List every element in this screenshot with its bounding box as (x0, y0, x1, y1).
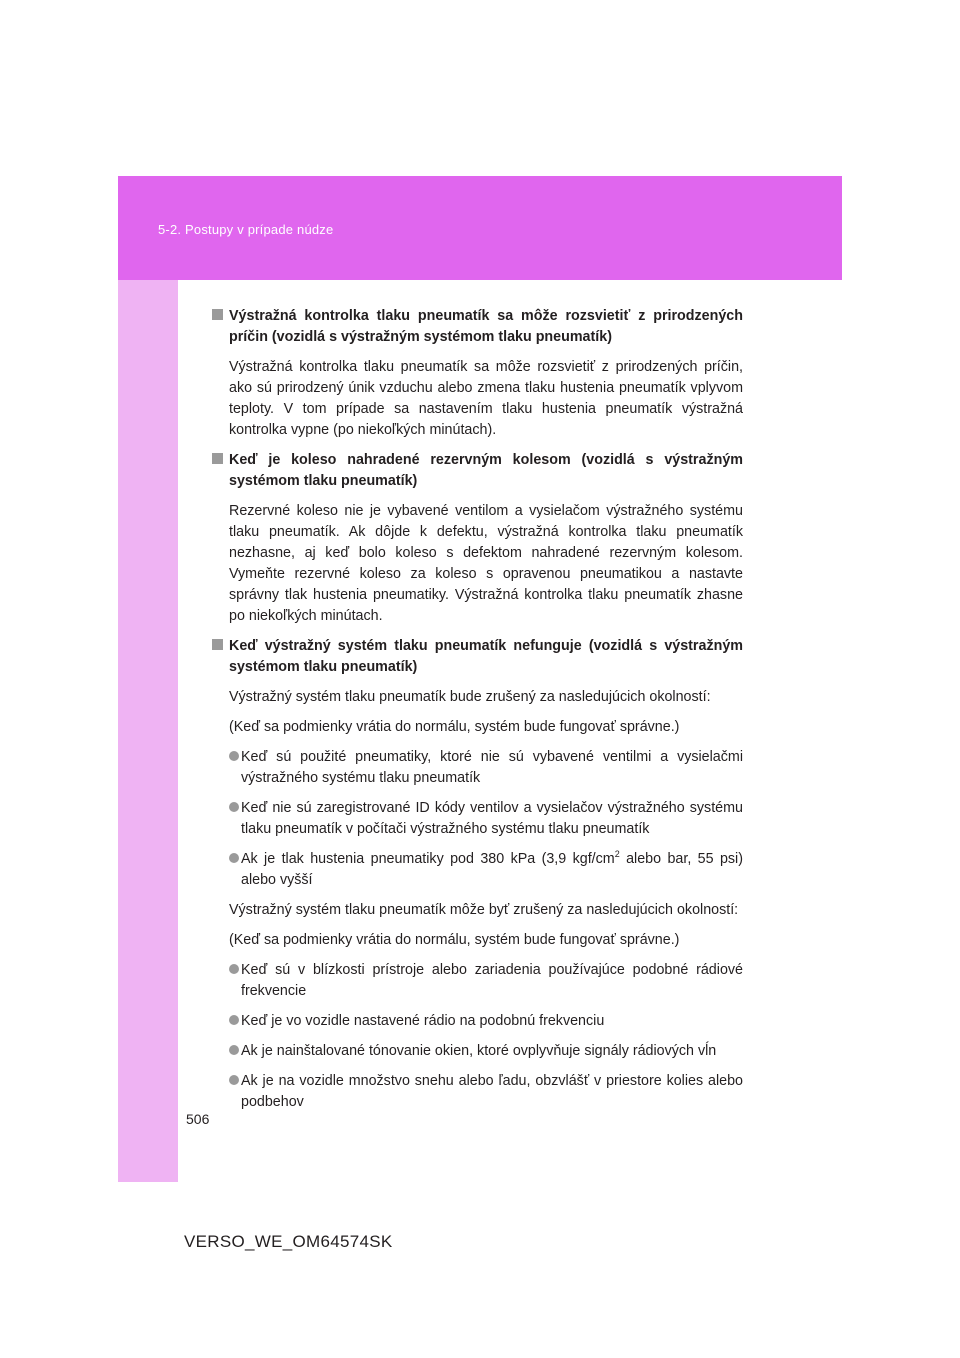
section-heading: Výstražná kontrolka tlaku pneumatík sa môže rozsvietiť z prirodzených príčin (vozidlá s výstražným systémom tlaku pneumatík) (212, 306, 743, 348)
page-content (212, 306, 743, 1122)
document-code: VERSO_WE_OM64574SK (184, 1232, 393, 1251)
paragraph: Výstražná kontrolka tlaku pneumatík sa môže rozsvietiť z prirodzených príčin, ako sú prirodzený únik vzduchu alebo zmena tlaku hustenia pneumatík vplyvom teploty. V tom prípade sa nastavením tlaku hustenia pneumatík výstražná kontrolka vypne (po niekoľkých minútach). (229, 359, 743, 438)
round-bullet-icon (229, 1075, 239, 1085)
paragraph: Výstražný systém tlaku pneumatík môže byť zrušený za nasledujúcich okolností: (229, 902, 739, 918)
round-bullet-icon (229, 1045, 239, 1055)
left-margin-band (118, 176, 178, 1182)
list-item: Keď je vo vozidle nastavené rádio na podobnú frekvenciu (229, 1011, 743, 1032)
round-bullet-icon (229, 853, 239, 863)
round-bullet-icon (229, 964, 239, 974)
square-bullet-icon (212, 453, 223, 464)
list-item: Ak je na vozidle množstvo snehu alebo ľadu, obzvlášť v priestore kolies alebo podbehov (229, 1071, 743, 1113)
square-bullet-icon (212, 639, 223, 650)
list-item: Ak je nainštalované tónovanie okien, ktoré ovplyvňuje signály rádiových vĺn (229, 1041, 743, 1062)
paragraph-note: (Keď sa podmienky vrátia do normálu, systém bude fungovať správne.) (229, 932, 680, 948)
round-bullet-icon (229, 1015, 239, 1025)
section-heading: Keď výstražný systém tlaku pneumatík nefunguje (vozidlá s výstražným systémom tlaku pneumatík) (212, 636, 743, 678)
round-bullet-icon (229, 751, 239, 761)
list-item: Ak je tlak hustenia pneumatiky pod 380 kPa (3,9 kgf/$cm^2$ alebo bar, 55 psi) alebo vyšší (229, 849, 743, 891)
section-title: 5-2. Postupy v prípade núdze (158, 222, 334, 237)
paragraph: Výstražný systém tlaku pneumatík bude zrušený za nasledujúcich okolností: (229, 689, 711, 705)
section-heading: Keď je koleso nahradené rezervným kolesom (vozidlá s výstražným systémom tlaku pneumatík) (212, 450, 743, 492)
square-bullet-icon (212, 309, 223, 320)
paragraph: Rezervné koleso nie je vybavené ventilom a vysielačom výstražného systému tlaku pneumatík. Ak dôjde k defektu, výstražná kontrolka tlaku pneumatík nezhasne, aj keď bolo koleso s defektom nahradené rezervným kolesom. Vymeňte rezervné koleso za koleso s opravenou pneumatikou a nastavte správny tlak hustenia pneumatiky. Výstražná kontrolka tlaku pneumatík zhasne po niekoľkých minútach. (229, 503, 743, 624)
round-bullet-icon (229, 802, 239, 812)
list-item: Keď sú použité pneumatiky, ktoré nie sú vybavené ventilmi a vysielačmi výstražného systému tlaku pneumatík (229, 747, 743, 789)
list-item: Keď nie sú zaregistrované ID kódy ventilov a vysielačov výstražného systému tlaku pneumatík v počítači výstražného systému tlaku pneumatík (229, 798, 743, 840)
page-number: 506 (186, 1111, 210, 1127)
list-item: Keď sú v blízkosti prístroje alebo zariadenia používajúce podobné rádiové frekvencie (229, 960, 743, 1002)
paragraph-note: (Keď sa podmienky vrátia do normálu, systém bude fungovať správne.) (229, 719, 680, 735)
